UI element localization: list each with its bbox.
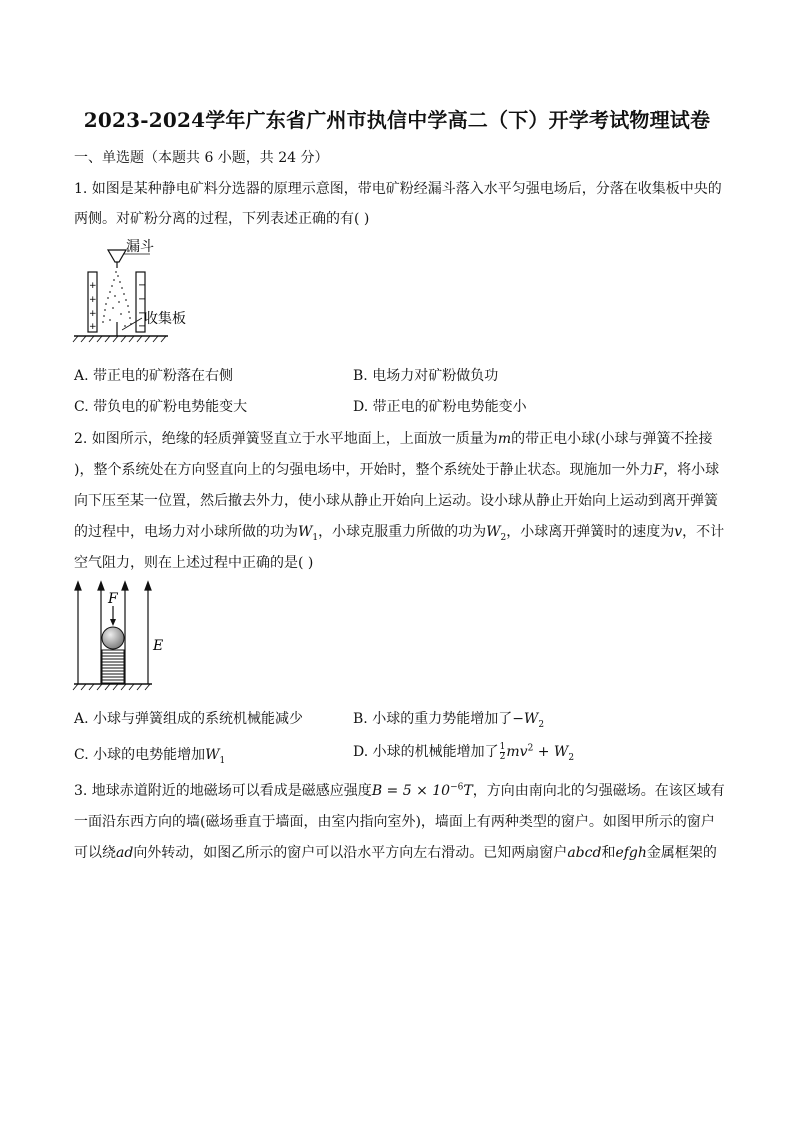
svg-text:+: +: [89, 309, 97, 319]
q2-spring-figure: [70, 578, 165, 692]
svg-text:−: −: [138, 294, 147, 305]
q2-stem-line2: )，整个系统处在方向竖直向上的匀强电场中，开始时，整个系统处于静止状态。现施加一外力F，将小球: [74, 462, 720, 478]
svg-text:−: −: [138, 321, 147, 332]
q2-stem-line3: 向下压至某一位置，然后撤去外力，使小球从静止开始向上运动。设小球从静止开始向上运动到离开弹簧: [74, 493, 718, 509]
q1-stem-line2: 两侧。对矿粉分离的过程，下列表述正确的有( ): [74, 211, 370, 227]
q3-stem-line1: 3. 地球赤道附近的地磁场可以看成是磁感应强度$B = 5 \times 10^{-6}T$，方向由南向北的匀强磁场。在该区域有: [74, 782, 725, 799]
q3-stem-line3: 可以绕ad向外转动，如图乙所示的窗户可以沿水平方向左右滑动。已知两扇窗户abcd和efgh金属框架的: [74, 845, 717, 861]
q2-option-a[interactable]: A. 小球与弹簧组成的系统机械能减少: [74, 711, 304, 727]
q2-label-field: E: [153, 638, 164, 654]
q2-stem-line5: 空气阻力，则在上述过程中正确的是( ): [74, 555, 314, 571]
q1-option-c[interactable]: C. 带负电的矿粉电势能变大: [74, 399, 248, 415]
q1-label-funnel: 漏斗: [126, 239, 154, 255]
q3-stem-line2: 一面沿东西方向的墙(磁场垂直于墙面，由室内指向室外)，墙面上有两种类型的窗户。如图甲所示的窗户: [74, 814, 715, 830]
q2-label-force: F: [108, 591, 118, 607]
q2-option-c[interactable]: C. 小球的电势能增加$W_1$: [74, 747, 226, 766]
section-heading: 一、单选题（本题共 6 小题，共 24 分）: [74, 150, 329, 166]
q2-option-d[interactable]: D. 小球的机械能增加了 $\frac{1}{2}$ $mv^2 + W_2$: [353, 741, 575, 763]
q2-option-d-fraction: $\frac{1}{2}$: [499, 741, 506, 762]
q2-stem-line1: 2. 如图所示，绝缘的轻质弹簧竖直立于水平地面上，上面放一质量为m的带正电小球(小球与弹簧不拴接: [74, 431, 713, 447]
q1-label-board: 收集板: [144, 311, 186, 327]
q1-option-b[interactable]: B. 电场力对矿粉做负功: [353, 368, 499, 384]
q2-option-b[interactable]: B. 小球的重力势能增加了$-W_2$: [353, 711, 545, 730]
svg-text:+: +: [89, 281, 97, 291]
svg-text:−: −: [138, 308, 147, 319]
svg-text:+: +: [89, 295, 97, 305]
q1-option-d[interactable]: D. 带正电的矿粉电势能变小: [353, 399, 527, 415]
svg-text:+: +: [89, 322, 97, 332]
svg-text:−: −: [138, 280, 147, 291]
q1-stem-line1: 1. 如图是某种静电矿料分选器的原理示意图，带电矿粉经漏斗落入水平匀强电场后，分落在收集板中央的: [74, 181, 722, 197]
q1-option-a[interactable]: A. 带正电的矿粉落在右侧: [74, 368, 234, 384]
q1-separator-figure: [70, 236, 205, 348]
exam-title: 2023-2024学年广东省广州市执信中学高二（下）开学考试物理试卷: [83, 108, 711, 132]
q2-stem-line4: 的过程中，电场力对小球所做的功为$W_1$，小球克服重力所做的功为$W_2$，小球离开弹簧时的速度为v，不计: [74, 524, 725, 543]
